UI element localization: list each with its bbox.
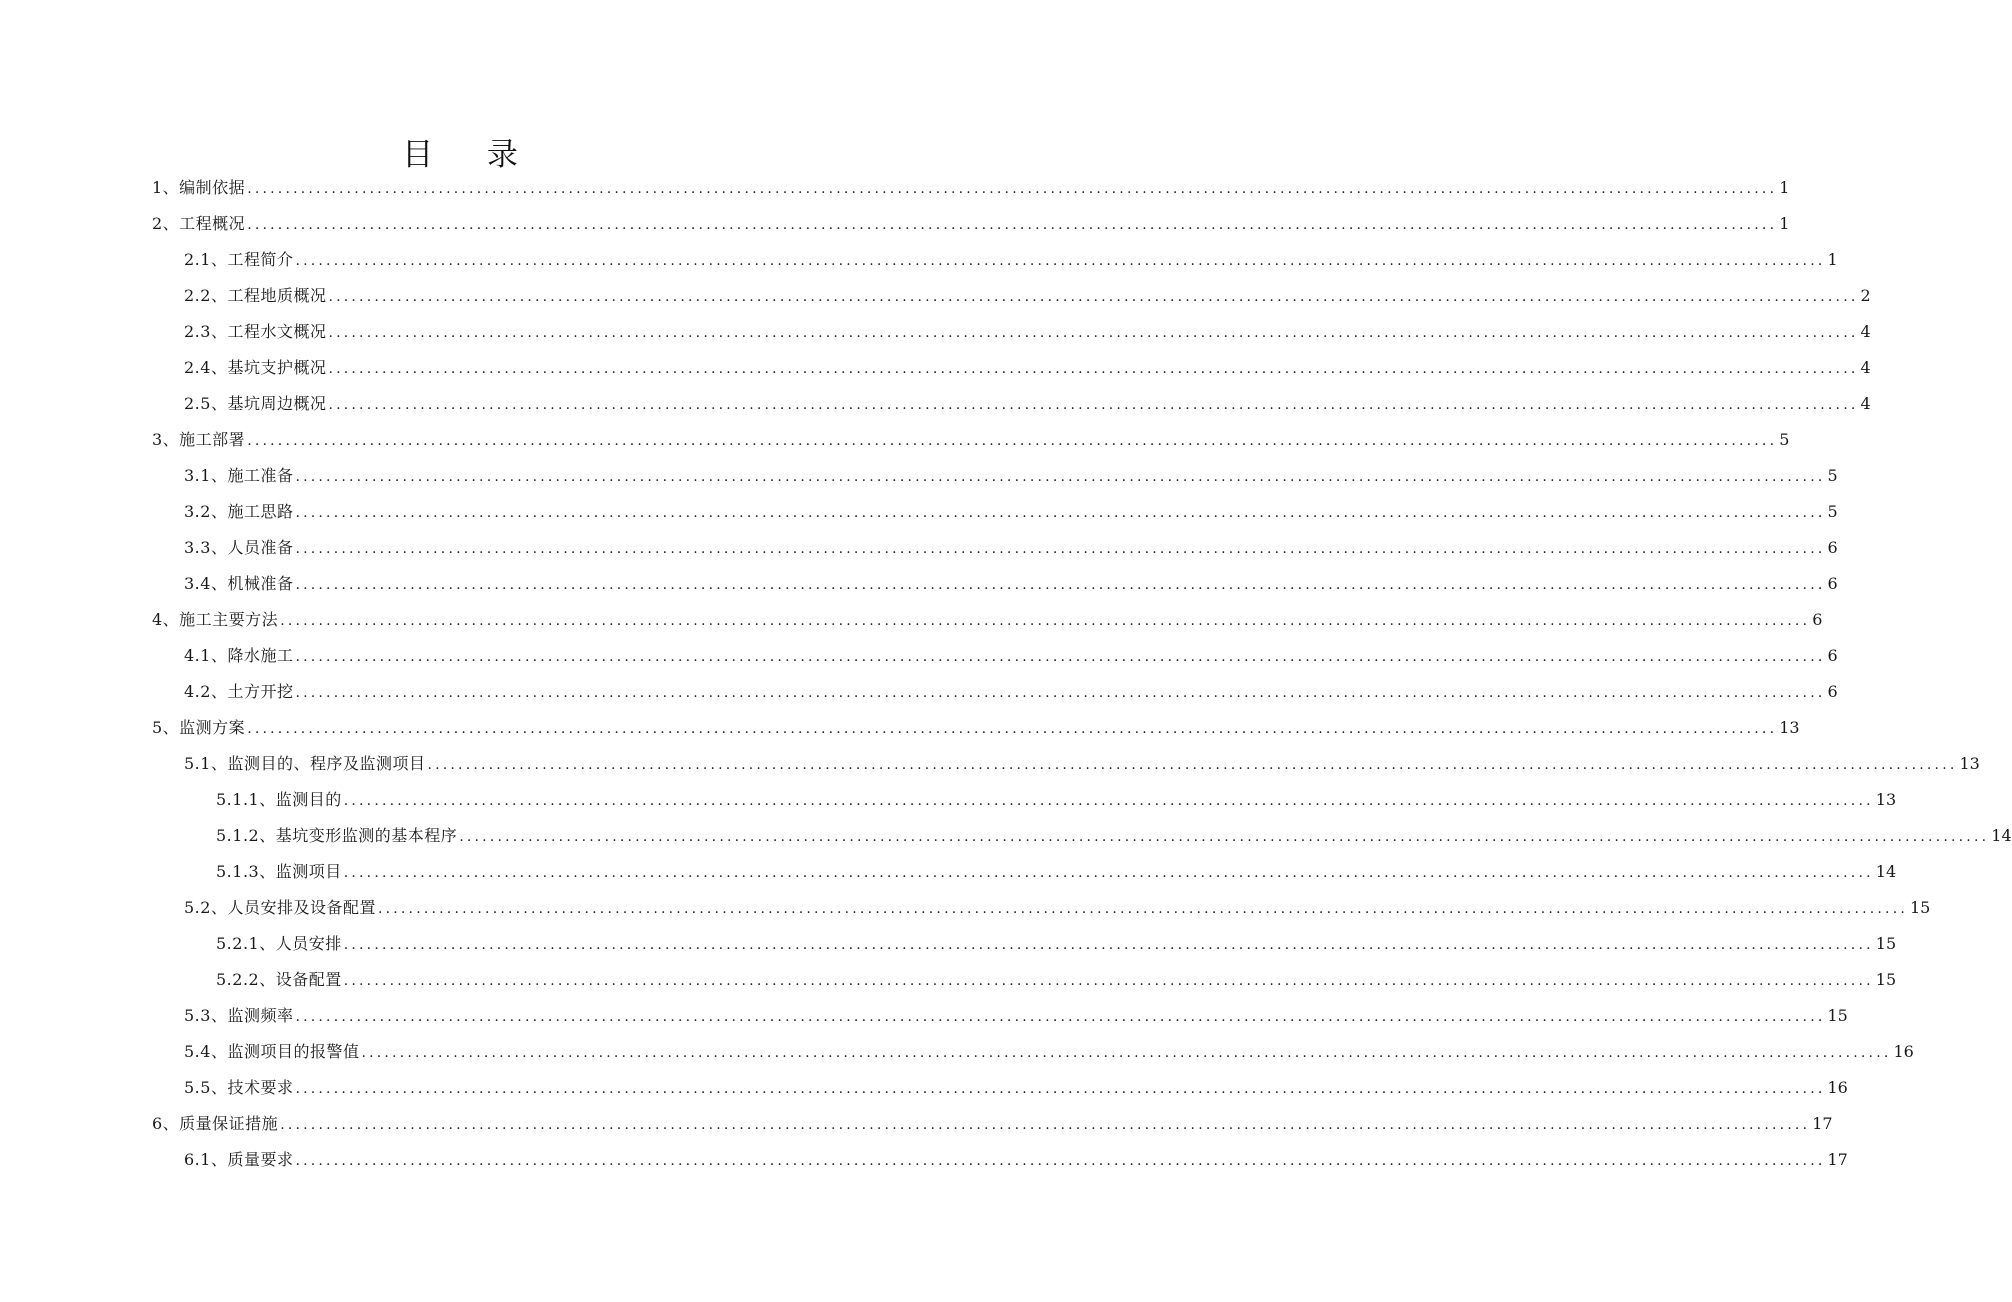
toc-entry-title: 2.1、工程简介: [184, 250, 294, 269]
toc-entry[interactable]: [184, 278, 1871, 314]
toc-entry-page-number: 13: [1779, 718, 1800, 737]
toc-entry[interactable]: [184, 242, 1838, 278]
dot-leader: ........................................................................................................................................................................................................: [343, 793, 1874, 809]
dot-leader: ........................................................................................................................................................................................................: [295, 505, 1826, 521]
dot-leader: ........................................................................................................................................................................................................: [295, 649, 1826, 665]
toc-entry-page-number: 16: [1893, 1042, 1914, 1061]
toc-entry-title: 3.4、机械准备: [184, 574, 294, 593]
toc-entry-title: 2.2、工程地质概况: [184, 286, 327, 305]
toc-entry[interactable]: [184, 638, 1838, 674]
dot-leader: ........................................................................................................................................................................................................: [343, 865, 1874, 881]
toc-entry-title: 5.1、监测目的、程序及监测项目: [184, 754, 426, 773]
dot-leader: ........................................................................................................................................................................................................: [328, 397, 1859, 413]
toc-entry-title: 4.1、降水施工: [184, 646, 294, 665]
toc-entry-page-number: 6: [1827, 574, 1838, 593]
toc-entry[interactable]: [152, 170, 1790, 206]
toc-entry-title: 1、编制依据: [152, 178, 246, 197]
toc-entry[interactable]: [216, 962, 1897, 998]
dot-leader: ........................................................................................................................................................................................................: [295, 1009, 1826, 1025]
toc-entry-page-number: 4: [1860, 322, 1871, 341]
toc-entry-page-number: 6: [1827, 646, 1838, 665]
toc-entry-page-number: 13: [1875, 790, 1897, 809]
toc-entry[interactable]: [152, 602, 1823, 638]
toc-entry[interactable]: [184, 494, 1838, 530]
dot-leader: ........................................................................................................................................................................................................: [295, 1153, 1826, 1169]
dot-leader: ........................................................................................................................................................................................................: [247, 181, 1778, 197]
toc-entry[interactable]: [184, 530, 1838, 566]
toc-entry[interactable]: [184, 1034, 1914, 1070]
toc-entry-page-number: 1: [1779, 178, 1790, 197]
toc-entry-title: 5、监测方案: [152, 718, 246, 737]
toc-entry-title: 5.1.3、监测项目: [216, 862, 342, 881]
toc-entry-page-number: 16: [1827, 1078, 1848, 1097]
table-of-contents: [0, 170, 2012, 1178]
toc-entry[interactable]: [184, 746, 1980, 782]
toc-entry-page-number: 14: [1991, 826, 2012, 845]
toc-entry[interactable]: [184, 566, 1838, 602]
toc-entry[interactable]: [184, 314, 1871, 350]
dot-leader: ........................................................................................................................................................................................................: [343, 973, 1874, 989]
toc-entry-title: 3.2、施工思路: [184, 502, 294, 521]
toc-entry-title: 5.2、人员安排及设备配置: [184, 898, 376, 917]
toc-entry-page-number: 5: [1827, 466, 1838, 485]
dot-leader: ........................................................................................................................................................................................................: [328, 289, 1859, 305]
toc-entry-title: 5.5、技术要求: [184, 1078, 294, 1097]
dot-leader: ........................................................................................................................................................................................................: [361, 1045, 1892, 1061]
toc-entry-page-number: 4: [1860, 394, 1871, 413]
toc-entry[interactable]: [216, 926, 1897, 962]
dot-leader: ........................................................................................................................................................................................................: [377, 901, 1908, 917]
toc-entry-title: 2.4、基坑支护概况: [184, 358, 327, 377]
dot-leader: ........................................................................................................................................................................................................: [295, 253, 1826, 269]
toc-entry-page-number: 4: [1860, 358, 1871, 377]
dot-leader: ........................................................................................................................................................................................................: [280, 1117, 1811, 1133]
toc-entry[interactable]: [184, 674, 1838, 710]
toc-entry-title: 2、工程概况: [152, 214, 246, 233]
toc-entry[interactable]: [216, 818, 2012, 854]
dot-leader: ........................................................................................................................................................................................................: [459, 829, 1990, 845]
toc-entry-page-number: 15: [1875, 934, 1897, 953]
toc-entry-title: 5.2.2、设备配置: [216, 970, 342, 989]
toc-entry[interactable]: [184, 1070, 1848, 1106]
toc-entry-title: 3.3、人员准备: [184, 538, 294, 557]
toc-entry-title: 5.1.2、基坑变形监测的基本程序: [216, 826, 458, 845]
toc-entry[interactable]: [152, 1106, 1833, 1142]
toc-entry[interactable]: [152, 710, 1800, 746]
dot-leader: ........................................................................................................................................................................................................: [247, 217, 1778, 233]
toc-entry-page-number: 15: [1875, 970, 1897, 989]
toc-entry[interactable]: [184, 386, 1871, 422]
dot-leader: ........................................................................................................................................................................................................: [295, 577, 1826, 593]
toc-title: 目 录: [402, 136, 540, 173]
toc-entry-page-number: 2: [1860, 286, 1871, 305]
toc-entry[interactable]: [216, 782, 1897, 818]
toc-entry[interactable]: [216, 854, 1897, 890]
toc-entry[interactable]: [184, 458, 1838, 494]
toc-entry[interactable]: [184, 998, 1848, 1034]
dot-leader: ........................................................................................................................................................................................................: [328, 361, 1859, 377]
toc-entry[interactable]: [152, 206, 1790, 242]
toc-entry-title: 2.5、基坑周边概况: [184, 394, 327, 413]
toc-entry-page-number: 17: [1827, 1150, 1848, 1169]
toc-entry-page-number: 6: [1812, 610, 1823, 629]
dot-leader: ........................................................................................................................................................................................................: [328, 325, 1859, 341]
toc-entry[interactable]: [152, 422, 1790, 458]
dot-leader: ........................................................................................................................................................................................................: [295, 541, 1826, 557]
toc-entry-title: 5.2.1、人员安排: [216, 934, 342, 953]
toc-entry-title: 4.2、土方开挖: [184, 682, 294, 701]
toc-entry-page-number: 5: [1779, 430, 1790, 449]
dot-leader: ........................................................................................................................................................................................................: [247, 721, 1778, 737]
toc-entry-title: 5.1.1、监测目的: [216, 790, 342, 809]
dot-leader: ........................................................................................................................................................................................................: [427, 757, 1958, 773]
toc-entry-page-number: 17: [1812, 1114, 1833, 1133]
toc-entry[interactable]: [184, 1142, 1848, 1178]
toc-entry-page-number: 15: [1910, 898, 1931, 917]
toc-entry-page-number: 5: [1827, 502, 1838, 521]
dot-leader: ........................................................................................................................................................................................................: [295, 469, 1826, 485]
toc-entry-title: 5.4、监测项目的报警值: [184, 1042, 360, 1061]
toc-entry-title: 5.3、监测频率: [184, 1006, 294, 1025]
dot-leader: ........................................................................................................................................................................................................: [280, 613, 1811, 629]
toc-entry-title: 6.1、质量要求: [184, 1150, 294, 1169]
toc-entry-page-number: 6: [1827, 682, 1838, 701]
toc-entry[interactable]: [184, 350, 1871, 386]
toc-entry-title: 3.1、施工准备: [184, 466, 294, 485]
toc-entry-page-number: 15: [1827, 1006, 1848, 1025]
toc-entry-page-number: 6: [1827, 538, 1838, 557]
dot-leader: ........................................................................................................................................................................................................: [295, 685, 1826, 701]
dot-leader: ........................................................................................................................................................................................................: [343, 937, 1874, 953]
toc-entry-title: 2.3、工程水文概况: [184, 322, 327, 341]
toc-entry-title: 6、质量保证措施: [152, 1114, 279, 1133]
toc-entry-page-number: 14: [1875, 862, 1897, 881]
dot-leader: ........................................................................................................................................................................................................: [247, 433, 1778, 449]
toc-entry-page-number: 1: [1827, 250, 1838, 269]
dot-leader: ........................................................................................................................................................................................................: [295, 1081, 1826, 1097]
toc-entry-page-number: 1: [1779, 214, 1790, 233]
toc-entry-title: 4、施工主要方法: [152, 610, 279, 629]
toc-entry-title: 3、施工部署: [152, 430, 246, 449]
toc-entry[interactable]: [184, 890, 1931, 926]
toc-entry-page-number: 13: [1959, 754, 1980, 773]
